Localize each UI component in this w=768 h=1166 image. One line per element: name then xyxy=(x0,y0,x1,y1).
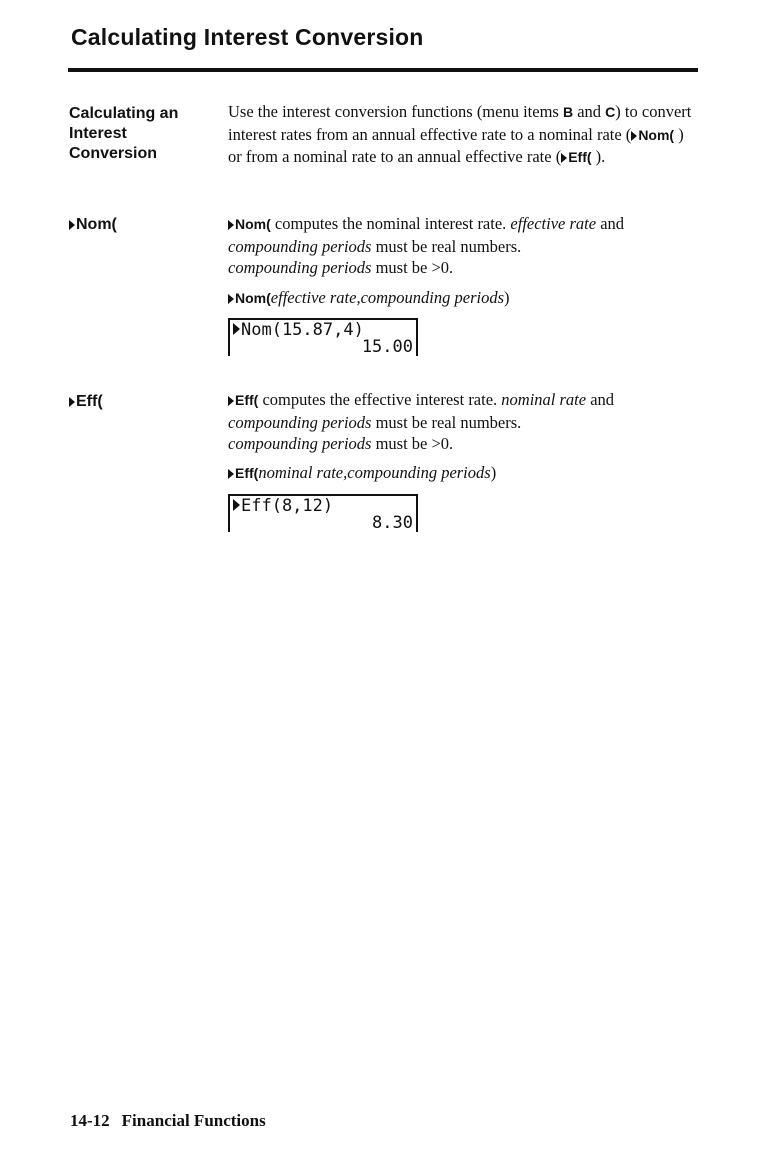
screen-input-line: Eff(8,12) xyxy=(233,498,333,515)
calculator-screen-eff xyxy=(228,494,418,532)
eff-syntax: Eff(nominal rate,compounding periods) xyxy=(228,462,700,485)
side-heading-eff: Eff( xyxy=(69,392,103,412)
chapter-title: Financial Functions xyxy=(121,1111,266,1130)
eff-function-ref: Eff( xyxy=(561,149,591,165)
screen-result-line: 15.00 xyxy=(361,337,413,357)
triangle-icon xyxy=(631,131,637,141)
side-heading-line: Calculating an xyxy=(69,105,179,122)
nom-function-ref: Nom( xyxy=(631,127,674,143)
triangle-icon xyxy=(233,323,240,335)
side-heading-intro xyxy=(69,104,178,164)
triangle-icon xyxy=(69,397,75,407)
side-heading-line: Interest xyxy=(69,125,127,142)
nom-function-name: Nom( xyxy=(228,216,271,232)
triangle-icon xyxy=(228,220,234,230)
title-rule xyxy=(68,68,698,72)
page-number: 14-12 xyxy=(70,1111,110,1130)
eff-function-name: Eff( xyxy=(228,392,258,408)
triangle-icon xyxy=(561,153,567,163)
screen-input-line: Nom(15.87,4) xyxy=(233,322,364,339)
calculator-screen-nom xyxy=(228,318,418,356)
menu-key-b: B xyxy=(562,104,574,120)
nom-description: Nom( computes the nominal interest rate. effective rate and compounding periods must be real numbers. compounding periods must be >0. xyxy=(228,214,625,277)
page-title: Calculating Interest Conversion xyxy=(71,24,424,50)
screen-result-line: 8.30 xyxy=(372,513,413,533)
intro-paragraph: Use the interest conversion functions (menu items B and C) to convert interest rates from an annual effective rate to a nominal rate ( Nom( ) or from a nominal rate to an annual effective rate ( Eff( ). xyxy=(228,102,692,166)
eff-description: Eff( computes the effective interest rate. nominal rate and compounding periods must be real numbers. compounding periods must be >0. xyxy=(228,390,615,453)
triangle-icon xyxy=(228,396,234,406)
triangle-icon xyxy=(233,499,240,511)
triangle-icon xyxy=(228,294,234,304)
side-heading-line: Conversion xyxy=(69,145,158,162)
menu-key-c: C xyxy=(605,104,616,120)
triangle-icon xyxy=(228,469,234,479)
page-footer xyxy=(70,1111,266,1131)
triangle-icon xyxy=(69,220,75,230)
nom-syntax: Nom(effective rate,compounding periods) xyxy=(228,287,700,310)
side-heading-nom: Nom( xyxy=(69,215,117,235)
